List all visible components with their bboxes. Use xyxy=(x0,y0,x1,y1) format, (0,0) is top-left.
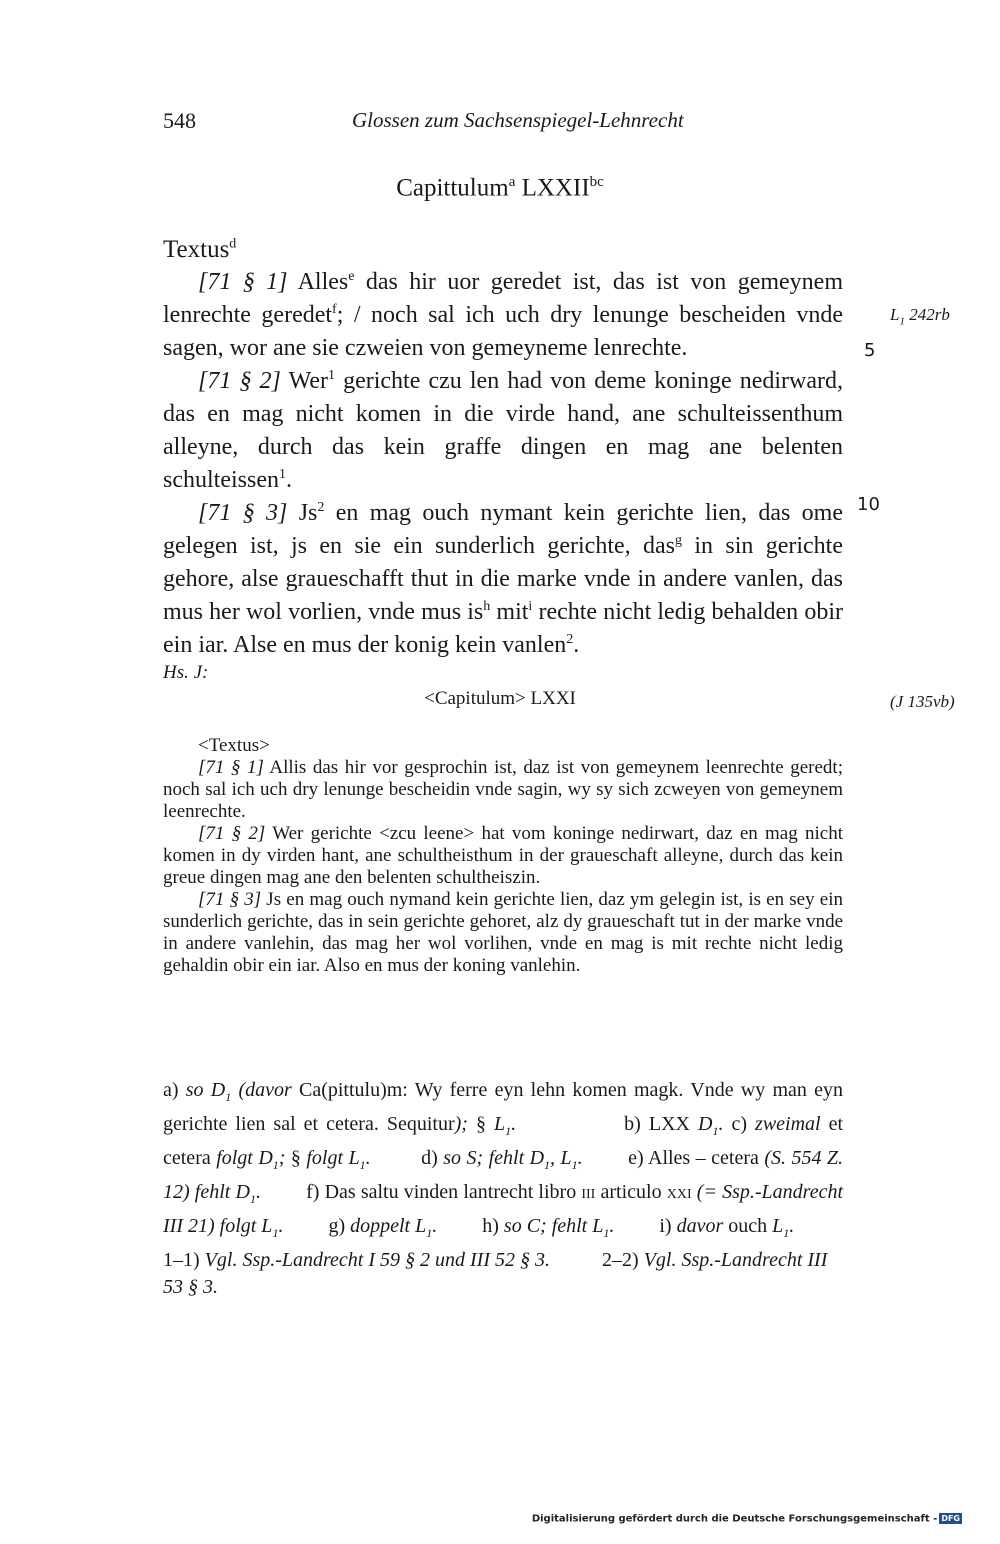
text-run: mit xyxy=(490,599,529,625)
manuscript-textus: <Textus> xyxy=(198,735,270,756)
text-run: L xyxy=(494,1113,506,1135)
text-run: 242rb xyxy=(904,305,950,324)
text-run: doppelt L xyxy=(350,1215,427,1237)
text-run: ; / noch sal ich uch dry lenunge bescheiden vnde sagen, wor ane sie czweien von gemeyneme lenrechte. xyxy=(163,302,843,361)
manuscript-paragraph-2 xyxy=(163,823,843,889)
manuscript-folio-reference: (J 135vb) xyxy=(890,692,955,711)
footnote-marker: e xyxy=(348,269,355,284)
reference-1 xyxy=(163,1249,550,1271)
text-run: iii xyxy=(581,1181,596,1203)
paragraph-71-3 xyxy=(163,497,843,662)
footnote-marker: h xyxy=(483,599,491,614)
text-run: et cetera xyxy=(163,1113,844,1169)
text-run: 1 xyxy=(505,1124,512,1138)
text-run: folgt D xyxy=(216,1147,273,1169)
source-references xyxy=(163,1247,843,1301)
text-run: § xyxy=(290,1147,307,1169)
apparatus-notes xyxy=(163,1077,843,1247)
text-run: 1 xyxy=(225,1090,232,1104)
text-run: 2–2) xyxy=(602,1249,644,1271)
section-ref: [71 § 1] xyxy=(198,269,288,295)
chapter-title: Capittulum xyxy=(396,174,509,202)
text-run: Wer xyxy=(280,368,328,394)
note-b xyxy=(624,1113,724,1138)
manuscript-text xyxy=(163,735,843,977)
text-run: . xyxy=(511,1113,517,1135)
text-run: L xyxy=(772,1215,784,1237)
text-run: Alles xyxy=(287,269,349,295)
text-run: Das saltu vinden lantrecht libro xyxy=(324,1181,582,1203)
folio-reference xyxy=(890,305,950,327)
note-g xyxy=(328,1215,438,1240)
section-ref: [71 § 2] xyxy=(198,823,266,844)
manuscript-paragraph-3 xyxy=(163,889,843,977)
footnote-marker: i xyxy=(528,599,533,614)
text-run: (S. 554 Z. 12) fehlt D xyxy=(163,1147,844,1203)
line-number-5: 5 xyxy=(864,340,876,361)
text-run: so C; fehlt L xyxy=(503,1215,604,1237)
text-run: LXX xyxy=(648,1113,698,1135)
note-i xyxy=(659,1215,795,1240)
textus-label: Textus xyxy=(163,236,230,263)
text-run: das hir uor geredet ist, das ist von gemeynem lenrechte geredet xyxy=(163,269,843,328)
text-run: so S; fehlt D xyxy=(443,1147,545,1169)
text-run: 1 xyxy=(359,1158,366,1172)
text-run: 1 xyxy=(272,1158,279,1172)
critical-apparatus xyxy=(163,1077,843,1247)
text-run: . xyxy=(278,1215,284,1237)
text-run: § xyxy=(475,1113,495,1135)
text-run: ; xyxy=(278,1147,291,1169)
text-run: 1 xyxy=(899,315,905,328)
section-ref: [71 § 1] xyxy=(198,757,264,778)
text-run: ); xyxy=(454,1113,476,1135)
section-ref: [71 § 3] xyxy=(198,889,262,910)
text-run: Vgl. Ssp.-Landrecht I 59 § 2 und III 52 § 3. xyxy=(204,1249,551,1271)
text-run: so D xyxy=(185,1079,226,1101)
running-title: Glossen zum Sachsenspiegel-Lehnrecht xyxy=(352,108,684,132)
chapter-heading xyxy=(0,174,1000,202)
section-ref: [71 § 2] xyxy=(198,368,281,394)
text-run: . xyxy=(577,1147,583,1169)
text-run: 1 xyxy=(712,1124,719,1138)
paragraph-71-1 xyxy=(163,266,843,365)
text-run: 1–1) xyxy=(163,1249,205,1271)
text-run: in sin gerichte gehore, alse graueschafft thut in die marke vnde in andere vanlen, das mus her wol vorlien, vnde mus is xyxy=(163,533,843,625)
text-run: gerichte czu len had von deme koninge nedirward, das en mag nicht komen in die virde hand, ane schulteissenthum alleyne, durch das kein graffe dingen en mag ane belenten schulteissen xyxy=(163,368,843,493)
text-run: . xyxy=(365,1147,371,1169)
text-run: davor xyxy=(676,1215,729,1237)
text-run: , L xyxy=(550,1147,572,1169)
footnote-marker: 1 xyxy=(327,368,335,383)
text-run: L xyxy=(890,305,900,324)
footnote-marker: 1 xyxy=(278,467,286,482)
text-run: h) xyxy=(482,1215,504,1237)
text-run: Ca(pittulu)m: Wy ferre eyn lehn komen magk. Vnde wy man eyn gerichte lien sal et cetera. Sequitur xyxy=(163,1079,843,1135)
footnote-marker: 2 xyxy=(566,632,574,647)
text-run: 1 xyxy=(783,1226,790,1240)
text-run: . xyxy=(573,632,580,658)
text-run: Alles – cetera xyxy=(648,1147,765,1169)
reference-notes xyxy=(163,1247,843,1301)
text-run: a) xyxy=(163,1079,186,1101)
text-run: b) xyxy=(624,1113,649,1135)
text-run: articulo xyxy=(595,1181,667,1203)
paragraph-71-2 xyxy=(163,365,843,497)
text-run: Vgl. Ssp.-Landrecht III 53 § 3. xyxy=(163,1249,828,1298)
footnote-marker: bc xyxy=(589,174,604,190)
text-run: D xyxy=(697,1113,713,1135)
text-run: e) xyxy=(628,1147,648,1169)
dfg-logo-icon: DFG xyxy=(941,1513,960,1523)
text-run: 1 xyxy=(571,1158,578,1172)
text-run: (= Ssp.-Landrecht III 21) folgt L xyxy=(163,1181,844,1237)
text-run: . xyxy=(609,1215,615,1237)
manuscript-chapter: <Capitulum> LXXI xyxy=(424,688,576,709)
footnote-marker: 2 xyxy=(317,500,325,515)
text-run: . xyxy=(432,1215,438,1237)
text-run: Js xyxy=(287,500,318,526)
section-ref: [71 § 3] xyxy=(198,500,288,526)
text-run: 1 xyxy=(426,1226,433,1240)
chapter-number: LXXII xyxy=(515,174,590,202)
text-run: xxi xyxy=(666,1181,692,1203)
text-run: . xyxy=(789,1215,795,1237)
footnote-marker: d xyxy=(229,236,237,252)
footnote-marker: g xyxy=(674,533,682,548)
main-text xyxy=(163,233,843,662)
text-run: ouch xyxy=(728,1215,773,1237)
footer-text: Digitalisierung gefördert durch die Deutsche Forschungsgemeinschaft - xyxy=(531,1513,938,1524)
text-run: . xyxy=(718,1113,724,1135)
text-run: en mag ouch nymant kein gerichte lien, das ome gelegen ist, js en sie ein sunderlich gerichte, das xyxy=(163,500,843,559)
text-run: (davor xyxy=(231,1079,299,1101)
footnote-marker: f xyxy=(332,302,337,317)
manuscript-paragraph-1 xyxy=(163,757,843,823)
textus-heading xyxy=(163,233,843,266)
text-run: g) xyxy=(328,1215,351,1237)
note-h xyxy=(482,1215,615,1240)
footnote-marker: a xyxy=(508,174,516,190)
text-run: c) xyxy=(731,1113,756,1135)
funding-footer xyxy=(532,1513,962,1525)
text-run: zweimal xyxy=(755,1113,821,1135)
text-run: 1 xyxy=(249,1192,256,1206)
text-run: Wer gerichte <zcu leene> hat vom koninge nedirwart, daz en mag nicht komen in dy virden hant, ane schultheisthum in der graueschaft alleyne, durch das kein greue dingen mag ane den belenten schultheiszin. xyxy=(163,823,843,888)
text-run: Js en mag ouch nymand kein gerichte lien, daz ym gelegin ist, is en sey ein sunderlich gerichte, das in sein gerichte gehoret, alz dy graueschaft tut in der marke vnde in andere vanlehin, das mag her wol vorlihen, vnde en mag is mit rechte nicht ledig gehaldin obir ein iar. Also en mus der koning vanlehin. xyxy=(163,889,843,976)
text-run: 1 xyxy=(272,1226,279,1240)
text-run: rechte nicht ledig behalden obir ein iar. Alse en mus der konig kein vanlen xyxy=(163,599,843,658)
text-run: folgt L xyxy=(306,1147,360,1169)
text-run: . xyxy=(255,1181,261,1203)
note-d xyxy=(421,1147,583,1172)
text-run: f) xyxy=(306,1181,325,1203)
line-number-10: 10 xyxy=(857,494,880,515)
text-run: Allis das hir vor gesprochin ist, daz ist von gemeynem leenrechte geredt; noch sal ich uch dry lenunge bescheidin vnde sagin, wy sy sich zcweyen von gemeynem leenrechte. xyxy=(163,757,843,822)
manuscript-label: Hs. J: xyxy=(163,662,209,683)
text-run: 1 xyxy=(603,1226,610,1240)
text-run: d) xyxy=(421,1147,444,1169)
text-run: i) xyxy=(659,1215,677,1237)
text-run: . xyxy=(285,467,292,493)
text-run: 1 xyxy=(544,1158,551,1172)
page-number: 548 xyxy=(163,108,196,133)
